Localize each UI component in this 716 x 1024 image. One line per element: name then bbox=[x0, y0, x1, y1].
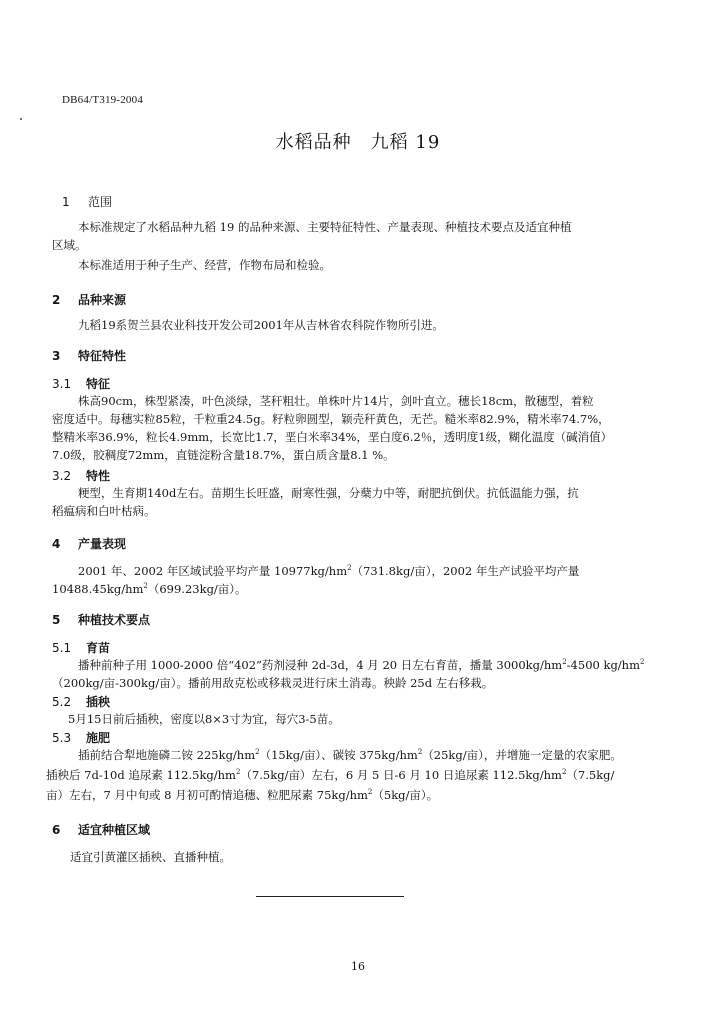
superscript: 2 bbox=[235, 768, 241, 777]
subsection-number: 5.1 bbox=[52, 641, 72, 655]
fertilizer-text: （25kg/亩），并增施一定量的农家肥。 bbox=[422, 748, 622, 762]
subsection-3-1-line-2: 密度适中。每穗实粒85粒，千粒重24.5g。籽粒卵圆型，颖壳秆黄色，无芒。糙米率82.9%，精米率74.7%， bbox=[52, 412, 610, 426]
subsection-5-2-line-1: 5月15日前后插秧，密度以8×3寸为宜，每穴3-5苗。 bbox=[68, 712, 340, 726]
document-number: DB64/T319-2004 bbox=[62, 94, 144, 106]
section-number: 5 bbox=[52, 613, 61, 627]
superscript: 2 bbox=[417, 748, 423, 757]
yield-text: 2001 年、2002 年区域试验平均产量 10977kg/hm bbox=[78, 564, 348, 578]
subsection-number: 5.3 bbox=[52, 731, 72, 745]
subsection-title: 插秧 bbox=[86, 695, 111, 709]
fertilizer-text: 亩）左右，7 月中旬或 8 月初可酌情追穗、粒肥尿素 75kg/hm bbox=[46, 788, 368, 802]
section-4-line-1 bbox=[78, 563, 579, 580]
fertilizer-text: （7.5kg/ bbox=[566, 768, 615, 782]
subsection-title: 特征 bbox=[86, 377, 111, 391]
section-2-heading bbox=[52, 291, 126, 308]
superscript: 2 bbox=[561, 768, 567, 777]
section-title: 适宜种植区域 bbox=[78, 823, 151, 837]
fertilizer-text: 插秧后 7d-10d 追尿素 112.5kg/hm bbox=[46, 768, 236, 782]
page-title: 水稻品种 九稻 19 bbox=[275, 132, 441, 153]
subsection-3-2-line-1: 粳型，生育期140d左右。苗期生长旺盛，耐寒性强，分蘖力中等，耐肥抗倒伏。抗低温能力强，抗 bbox=[78, 486, 579, 500]
section-title: 品种来源 bbox=[78, 293, 127, 307]
seedling-text: -4500 kg/hm bbox=[566, 658, 640, 672]
superscript: 2 bbox=[255, 748, 260, 757]
subsection-3-1-line-1: 株高90cm，株型紧凑，叶色淡绿，茎秆粗壮。单株叶片14片，剑叶直立。穗长18cm，散穗型，着粒 bbox=[78, 394, 594, 408]
section-number: 4 bbox=[52, 537, 61, 551]
section-number: 1 bbox=[62, 195, 70, 209]
yield-text: （731.8kg/亩），2002 年生产试验平均产量 bbox=[351, 564, 580, 578]
superscript: 2 bbox=[562, 658, 567, 667]
section-title: 特征特性 bbox=[78, 349, 127, 363]
superscript: 2 bbox=[143, 582, 148, 591]
section-number: 2 bbox=[52, 293, 61, 307]
yield-text: 10488.45kg/hm bbox=[52, 582, 144, 596]
section-1-para-1-line-2: 区域。 bbox=[52, 238, 87, 252]
section-number: 3 bbox=[52, 349, 61, 363]
superscript: 2 bbox=[367, 788, 373, 797]
section-number: 6 bbox=[52, 823, 61, 837]
subsection-title: 育苗 bbox=[86, 641, 111, 655]
subsection-3-1-line-4: 7.0级，胶稠度72mm，直链淀粉含量18.7%，蛋白质含量8.1 %。 bbox=[52, 448, 395, 462]
section-1-heading bbox=[62, 193, 112, 210]
fertilizer-text: （7.5kg/亩）左右，6 月 5 日-6 月 10 日追尿素 112.5kg/hm bbox=[240, 768, 562, 782]
section-1-para-1-line-1: 本标准规定了水稻品种九稻 19 的品种来源、主要特征特性、产量表现、种植技术要点及适宜种植 bbox=[78, 220, 572, 234]
end-rule bbox=[256, 896, 404, 897]
subsection-3-2-heading bbox=[52, 467, 110, 484]
fertilizer-text: （15kg/亩）、碳铵 375kg/hm bbox=[259, 748, 418, 762]
superscript: 2 bbox=[347, 564, 352, 573]
subsection-5-1-line-1 bbox=[78, 657, 644, 674]
subsection-number: 3.2 bbox=[52, 469, 72, 483]
section-6-heading bbox=[52, 821, 150, 838]
section-6-para-1: 适宜引黄灌区插秧、直播种植。 bbox=[70, 850, 231, 864]
subsection-5-3-line-2 bbox=[46, 767, 614, 784]
subsection-number: 3.1 bbox=[52, 377, 72, 391]
section-2-para-1: 九稻19系贺兰县农业科技开发公司2001年从吉林省农科院作物所引进。 bbox=[78, 318, 444, 332]
subsection-5-3-line-1 bbox=[78, 747, 622, 764]
subsection-number: 5.2 bbox=[52, 695, 72, 709]
subsection-5-2-heading bbox=[52, 693, 110, 710]
subsection-5-1-line-2: （200kg/亩-300kg/亩）。播前用敌克松或移栽灵进行床土消毒。秧龄 25d 左右移栽。 bbox=[52, 676, 494, 690]
yield-text: （699.23kg/亩）。 bbox=[147, 582, 247, 596]
subsection-title: 施肥 bbox=[86, 731, 111, 745]
scan-speck bbox=[20, 118, 22, 120]
section-1-para-2: 本标准适用于种子生产、经营，作物布局和检验。 bbox=[78, 258, 331, 272]
subsection-5-1-heading bbox=[52, 639, 110, 656]
seedling-text: 播种前种子用 1000-2000 倍“402”药剂浸种 2d-3d，4 月 20 日左右育苗，播量 3000kg/hm bbox=[78, 658, 563, 672]
section-4-heading bbox=[52, 535, 126, 552]
superscript: 2 bbox=[640, 658, 645, 667]
section-5-heading bbox=[52, 611, 150, 628]
page-number: 16 bbox=[351, 960, 365, 973]
subsection-3-1-heading bbox=[52, 375, 110, 392]
fertilizer-text: 插前结合犁地施磷二铵 225kg/hm bbox=[78, 748, 256, 762]
section-title: 范围 bbox=[88, 195, 113, 209]
subsection-title: 特性 bbox=[86, 469, 111, 483]
subsection-3-1-line-3: 整精米率36.9%，粒长4.9mm，长宽比1.7，垩白米率34%，垩白度6.2％，透明度1级，糊化温度（碱消值） bbox=[52, 430, 613, 444]
section-title: 种植技术要点 bbox=[78, 613, 151, 627]
subsection-3-2-line-2: 稻瘟病和白叶枯病。 bbox=[52, 504, 156, 518]
subsection-5-3-line-3 bbox=[46, 787, 438, 804]
subsection-5-3-heading bbox=[52, 729, 110, 746]
fertilizer-text: （5kg/亩）。 bbox=[372, 788, 439, 802]
section-3-heading bbox=[52, 347, 126, 364]
section-4-line-2 bbox=[52, 581, 247, 598]
section-title: 产量表现 bbox=[78, 537, 127, 551]
